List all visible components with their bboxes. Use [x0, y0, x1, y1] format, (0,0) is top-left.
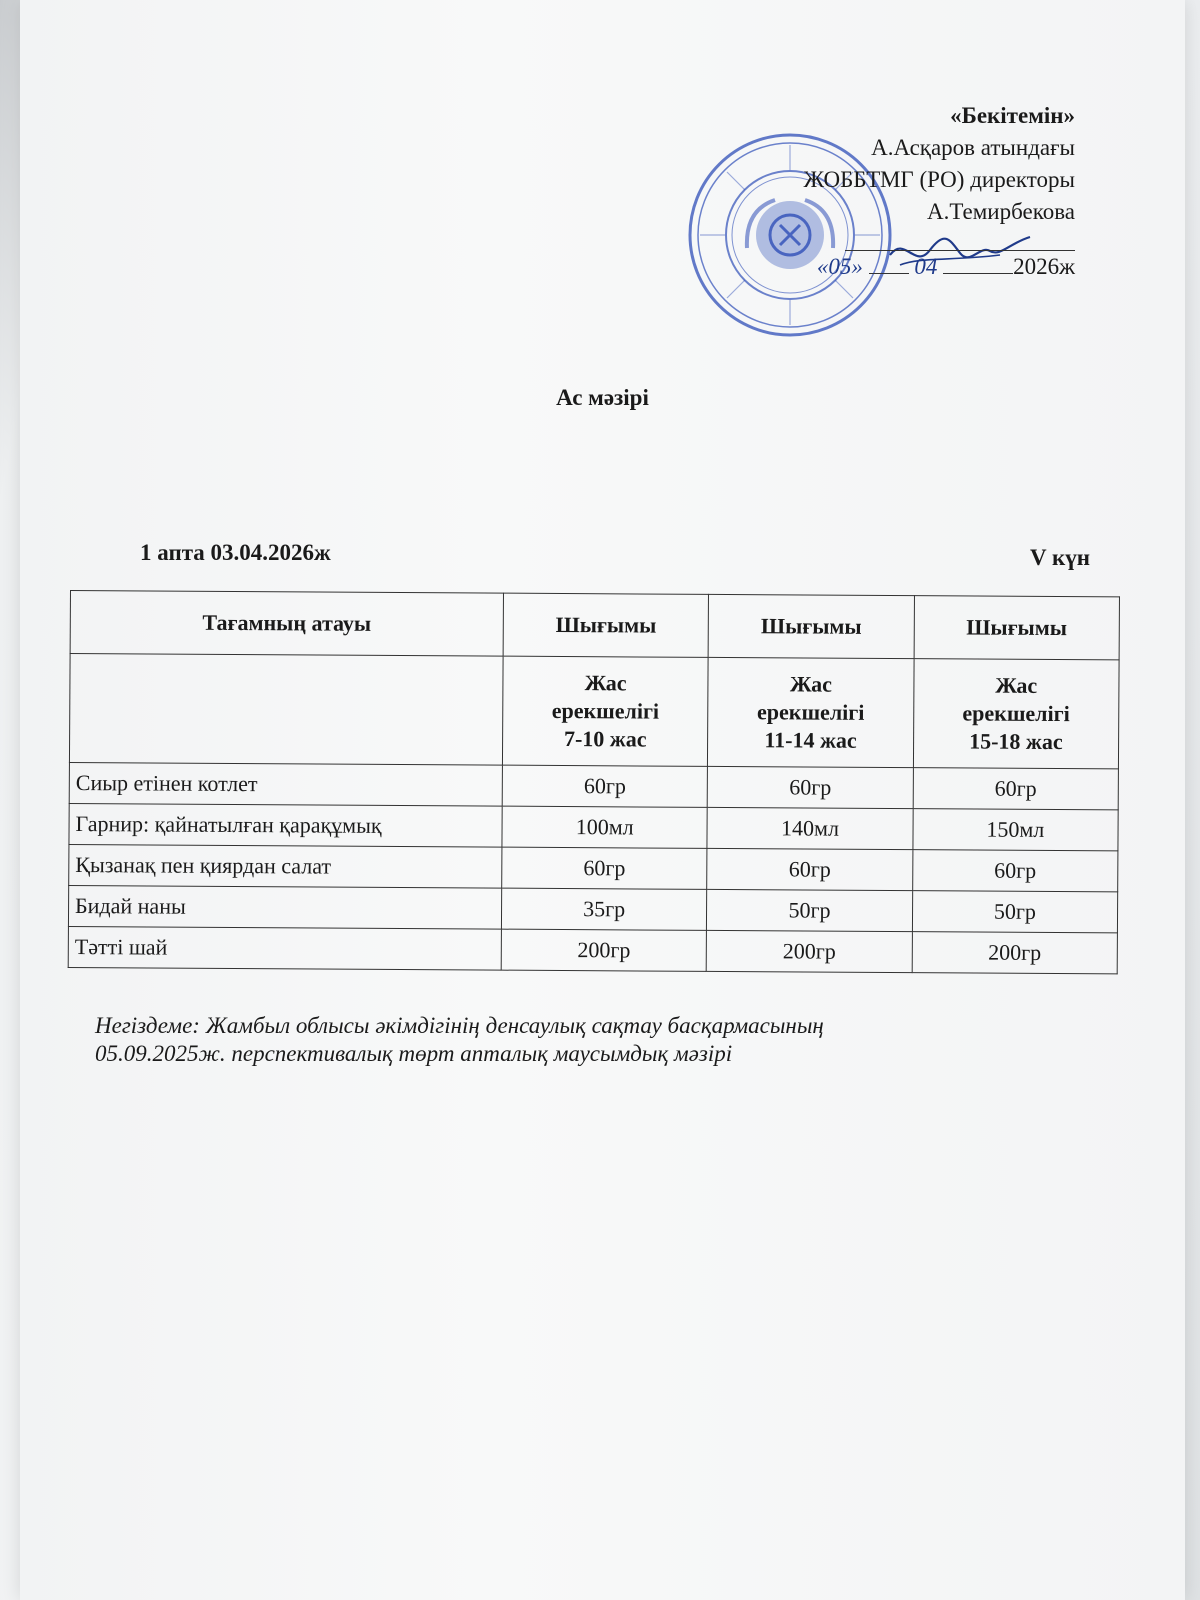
- age-group-7-10: [502, 656, 708, 766]
- table-row: [69, 762, 1118, 809]
- age-label: ерекшелігі: [757, 699, 865, 725]
- approval-school: А.Асқаров атындағы: [871, 135, 1075, 160]
- table-header-row: [70, 591, 1119, 660]
- yield-value: 60гр: [502, 765, 708, 807]
- approval-title: «Бекітемін»: [950, 103, 1075, 128]
- day-label: V күн: [1030, 545, 1090, 570]
- age-label: Жас: [789, 671, 832, 697]
- yield-value: 60гр: [502, 847, 708, 889]
- dish-name: Гарнир: қайнатылған қарақұмық: [69, 803, 502, 847]
- age-range: 15-18 жас: [969, 728, 1063, 755]
- approval-block: [655, 100, 1075, 283]
- week-date: 1 апта 03.04.2026ж: [140, 540, 331, 565]
- yield-value: 140мл: [707, 807, 913, 849]
- table-row: [69, 803, 1118, 850]
- age-label: ерекшелігі: [551, 697, 660, 724]
- yield-value: 60гр: [913, 768, 1119, 810]
- basis-line: Негіздеме: Жамбыл облысы әкімдігінің денсаулық сақтау басқармасының: [95, 1013, 824, 1038]
- yield-value: 150мл: [913, 809, 1119, 851]
- yield-value: 35гр: [501, 888, 707, 930]
- column-header-yield: Шығымы: [708, 594, 914, 658]
- approval-date: [655, 251, 1075, 283]
- table-row: [69, 844, 1118, 891]
- yield-value: 200гр: [501, 929, 707, 971]
- empty-cell: [69, 654, 503, 766]
- approval-position: ЖОББТМГ (РО) директоры: [803, 167, 1075, 192]
- yield-value: 60гр: [707, 848, 913, 890]
- table-row: [68, 926, 1117, 973]
- column-header-yield: Шығымы: [914, 596, 1120, 660]
- age-group-15-18: [913, 659, 1119, 769]
- approval-date-year: 2026ж: [1013, 254, 1075, 279]
- dish-name: Бидай наны: [68, 885, 501, 929]
- yield-value: 60гр: [912, 850, 1118, 892]
- approval-director-name: А.Темирбекова: [927, 199, 1075, 224]
- dish-name: Тәтті шай: [68, 926, 501, 970]
- basis-line: 05.09.2025ж. перспективалық төрт апталық маусымдық мәзірі: [95, 1041, 733, 1066]
- age-label: Жас: [584, 670, 627, 696]
- dish-name: Қызанақ пен қиярдан салат: [69, 844, 502, 888]
- yield-value: 100мл: [502, 806, 708, 848]
- age-label: Жас: [995, 672, 1038, 698]
- age-range: 7-10 жас: [563, 726, 647, 752]
- document-title: Ас мәзірі: [556, 385, 649, 410]
- table-row: [68, 885, 1117, 932]
- dish-name: Сиыр етінен котлет: [69, 762, 502, 806]
- yield-value: 60гр: [708, 766, 914, 808]
- age-group-row: [69, 654, 1119, 769]
- age-range: 11-14 жас: [764, 727, 857, 753]
- menu-table: [68, 590, 1120, 974]
- signature-line: [845, 228, 1075, 251]
- approval-date-month: 04: [914, 254, 938, 279]
- document-sheet: [20, 0, 1185, 1600]
- yield-value: 50гр: [707, 889, 913, 931]
- yield-value: 200гр: [707, 930, 913, 972]
- column-header-yield: Шығымы: [503, 593, 709, 657]
- age-group-11-14: [708, 657, 914, 767]
- yield-value: 200гр: [912, 932, 1118, 974]
- approval-date-day: «05»: [816, 254, 863, 279]
- yield-value: 50гр: [912, 891, 1118, 933]
- column-header-dish: Тағамның атауы: [70, 591, 503, 657]
- age-label: ерекшелігі: [962, 700, 1070, 727]
- basis-note: [95, 1012, 1075, 1068]
